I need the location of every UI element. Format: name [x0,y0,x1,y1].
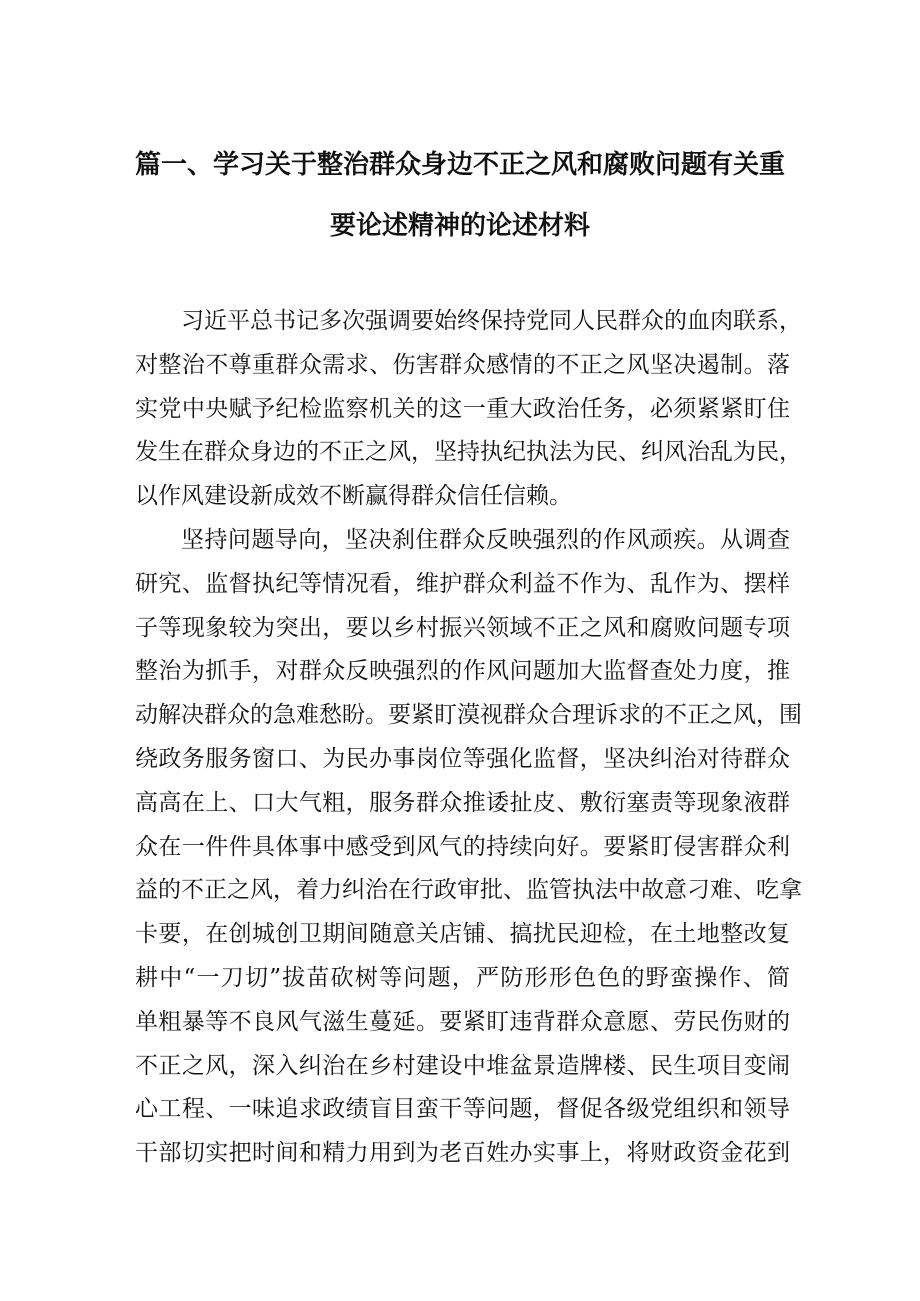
paragraph-line: 发生在群众身边的不正之风，坚持执纪执法为民、纠风治乱为民， [135,439,802,466]
paragraph-line: 整治为抓手，对群众反映强烈的作风问题加大监督查处力度，推 [135,658,790,685]
paragraph-line: 绕政务服务窗口、为民办事岗位等强化监督，坚决纠治对待群众 [135,745,790,772]
paragraph-line: 对整治不尊重群众需求、伤害群众感情的不正之风坚决遏制。落 [135,351,790,378]
paragraph-line: 心工程、一味追求政绩盲目蛮干等问题，督促各级党组织和领导 [135,1096,790,1123]
paragraph-line: 研究、监督执纪等情况看，维护群众利益不作为、乱作为、摆样 [135,570,790,597]
paragraph-line: 干部切实把时间和精力用到为老百姓办实事上，将财政资金花到 [135,1140,790,1167]
paragraph-line: 坚持问题导向，坚决刹住群众反映强烈的作风顽疾。从调查 [181,526,790,553]
paragraph-line: 耕中“一刀切”拔苗砍树等问题，严防形形色色的野蛮操作、简 [135,964,790,991]
paragraph-line: 习近平总书记多次强调要始终保持党同人民群众的血肉联系， [181,308,802,334]
paragraph-line: 动解决群众的急难愁盼。要紧盯漠视群众合理诉求的不正之风，围 [135,702,802,729]
document-body [135,300,802,1176]
document-title-line-1: 篇一、学习关于整治群众身边不正之风和腐败问题有关重 [134,150,785,180]
paragraph-line: 不正之风，深入纠治在乡村建设中堆盆景造牌楼、民生项目变闹 [135,1052,790,1079]
paragraph-line: 子等现象较为突出，要以乡村振兴领域不正之风和腐败问题专项 [135,614,790,641]
paragraph-line: 实党中央赋予纪检监察机关的这一重大政治任务，必须紧紧盯住 [135,395,790,422]
paragraph-line: 单粗暴等不良风气滋生蔓延。要紧盯违背群众意愿、劳民伤财的 [135,1008,790,1035]
paragraph-line: 众在一件件具体事中感受到风气的持续向好。要紧盯侵害群众利 [135,833,790,860]
paragraph-line: 卡要，在创城创卫期间随意关店铺、搞扰民迎检，在土地整改复 [135,921,790,948]
document-title-line-2: 要论述精神的论述材料 [329,211,590,241]
paragraph-line: 高高在上、口大气粗，服务群众推诿扯皮、敷衍塞责等现象液群 [135,789,790,816]
paragraph-line: 益的不正之风，着力纠治在行政审批、监管执法中故意刁难、吃拿 [135,877,802,904]
paragraph-line: 以作风建设新成效不断赢得群众信任信赖。 [135,483,572,510]
